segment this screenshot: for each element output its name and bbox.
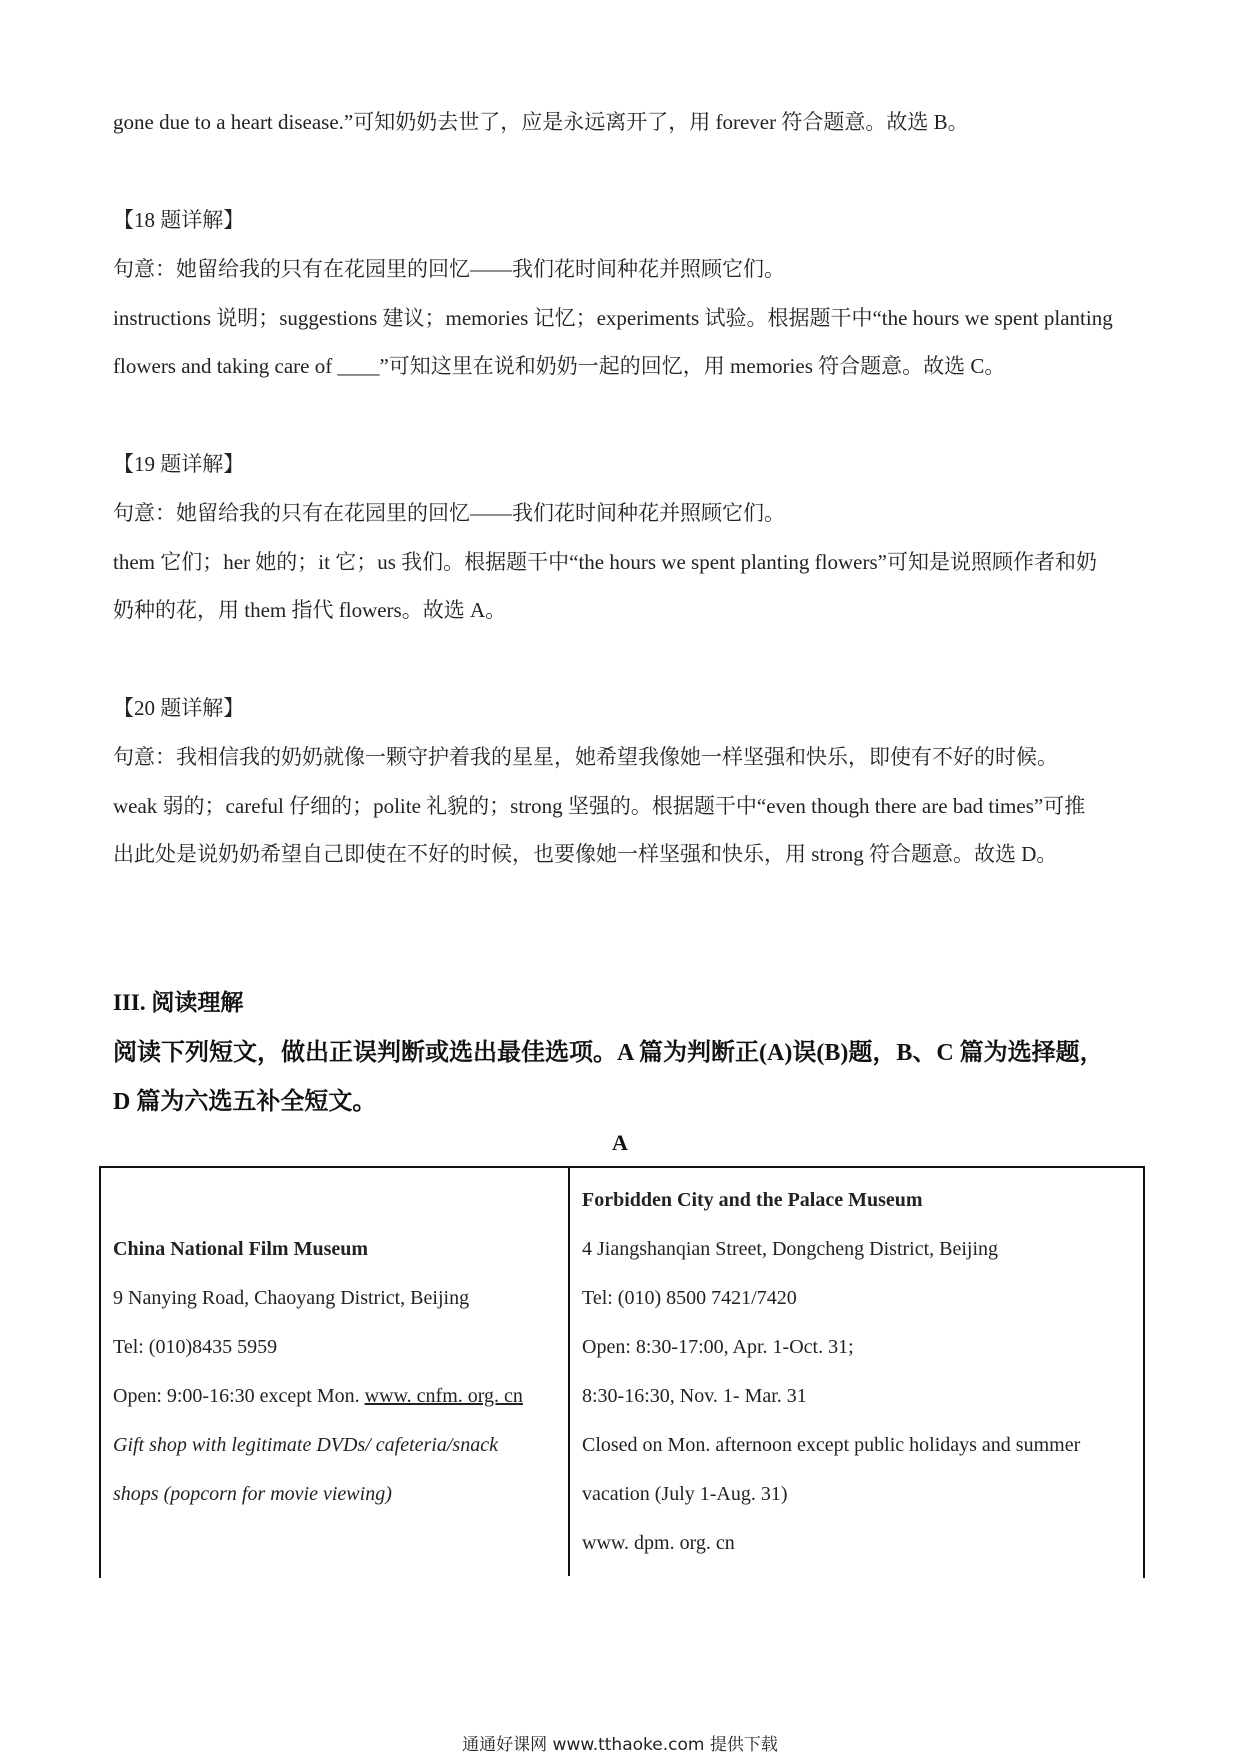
carryover-line: gone due to a heart disease.”可知奶奶去世了，应是永远离开了，用 forever 符合题意。故选 B。 bbox=[113, 110, 969, 134]
q19-explanation-line2: 奶种的花，用 them 指代 flowers。故选 A。 bbox=[113, 598, 507, 622]
right-museum-closed-line1: Closed on Mon. afternoon except public holidays and summer bbox=[582, 1434, 1081, 1456]
right-museum-closed-line2: vacation (July 1-Aug. 31) bbox=[582, 1483, 788, 1505]
right-museum-open-line1: Open: 8:30-17:00, Apr. 1-Oct. 31; bbox=[582, 1336, 854, 1358]
table-column-divider bbox=[568, 1166, 570, 1576]
left-museum-website-link[interactable]: www. cnfm. org. cn bbox=[364, 1385, 523, 1407]
right-museum-address: 4 Jiangshanqian Street, Dongcheng District, Beijing bbox=[582, 1238, 999, 1260]
right-museum-name: Forbidden City and the Palace Museum bbox=[582, 1189, 923, 1211]
q19-heading: 【19 题详解】 bbox=[113, 452, 245, 476]
left-museum-open-hours: Open: 9:00-16:30 except Mon. bbox=[113, 1385, 365, 1407]
passage-label: A bbox=[612, 1130, 628, 1155]
q19-meaning: 句意：她留给我的只有在花园里的回忆——我们花时间种花并照顾它们。 bbox=[113, 501, 785, 525]
right-museum-website[interactable]: www. dpm. org. cn bbox=[582, 1532, 735, 1554]
left-museum-name: China National Film Museum bbox=[113, 1238, 369, 1260]
q19-explanation-line1: them 它们；her 她的；it 它；us 我们。根据题干中“the hours we spent planting flowers”可知是说照顾作者和奶 bbox=[113, 550, 1097, 574]
section-instructions-line1: 阅读下列短文，做出正误判断或选出最佳选项。A 篇为判断正(A)误(B)题，B、C 篇为选择题， bbox=[113, 1040, 1104, 1066]
page-footer: 通通好课网 www.tthaoke.com 提供下载 bbox=[462, 1735, 778, 1755]
section-instructions-line2: D 篇为六选五补全短文。 bbox=[113, 1089, 377, 1115]
left-museum-address: 9 Nanying Road, Chaoyang District, Beijing bbox=[113, 1287, 470, 1309]
left-museum-open bbox=[113, 1385, 523, 1408]
q20-explanation-line1: weak 弱的；careful 仔细的；polite 礼貌的；strong 坚强的。根据题干中“even though there are bad times”可推 bbox=[113, 794, 1086, 818]
q18-meaning: 句意：她留给我的只有在花园里的回忆——我们花时间种花并照顾它们。 bbox=[113, 257, 785, 281]
q18-heading: 【18 题详解】 bbox=[113, 208, 245, 232]
left-museum-note-line1: Gift shop with legitimate DVDs/ cafeteria/snack bbox=[113, 1434, 498, 1456]
section-title: III. 阅读理解 bbox=[113, 990, 244, 1015]
q20-heading: 【20 题详解】 bbox=[113, 696, 245, 720]
left-museum-note-line2: shops (popcorn for movie viewing) bbox=[113, 1483, 392, 1505]
museum-table bbox=[99, 1166, 1145, 1578]
q18-explanation-line1: instructions 说明；suggestions 建议；memories 记忆；experiments 试验。根据题干中“the hours we spent planting bbox=[113, 306, 1113, 330]
q20-meaning: 句意：我相信我的奶奶就像一颗守护着我的星星，她希望我像她一样坚强和快乐，即使有不好的时候。 bbox=[113, 745, 1058, 769]
q18-explanation-line2: flowers and taking care of ____”可知这里在说和奶奶一起的回忆，用 memories 符合题意。故选 C。 bbox=[113, 354, 1006, 378]
q20-explanation-line2: 出此处是说奶奶希望自己即使在不好的时候，也要像她一样坚强和快乐，用 strong 符合题意。故选 D。 bbox=[113, 842, 1058, 866]
left-museum-tel: Tel: (010)8435 5959 bbox=[113, 1336, 278, 1358]
right-museum-tel: Tel: (010) 8500 7421/7420 bbox=[582, 1287, 797, 1309]
right-museum-open-line2: 8:30-16:30, Nov. 1- Mar. 31 bbox=[582, 1385, 807, 1407]
